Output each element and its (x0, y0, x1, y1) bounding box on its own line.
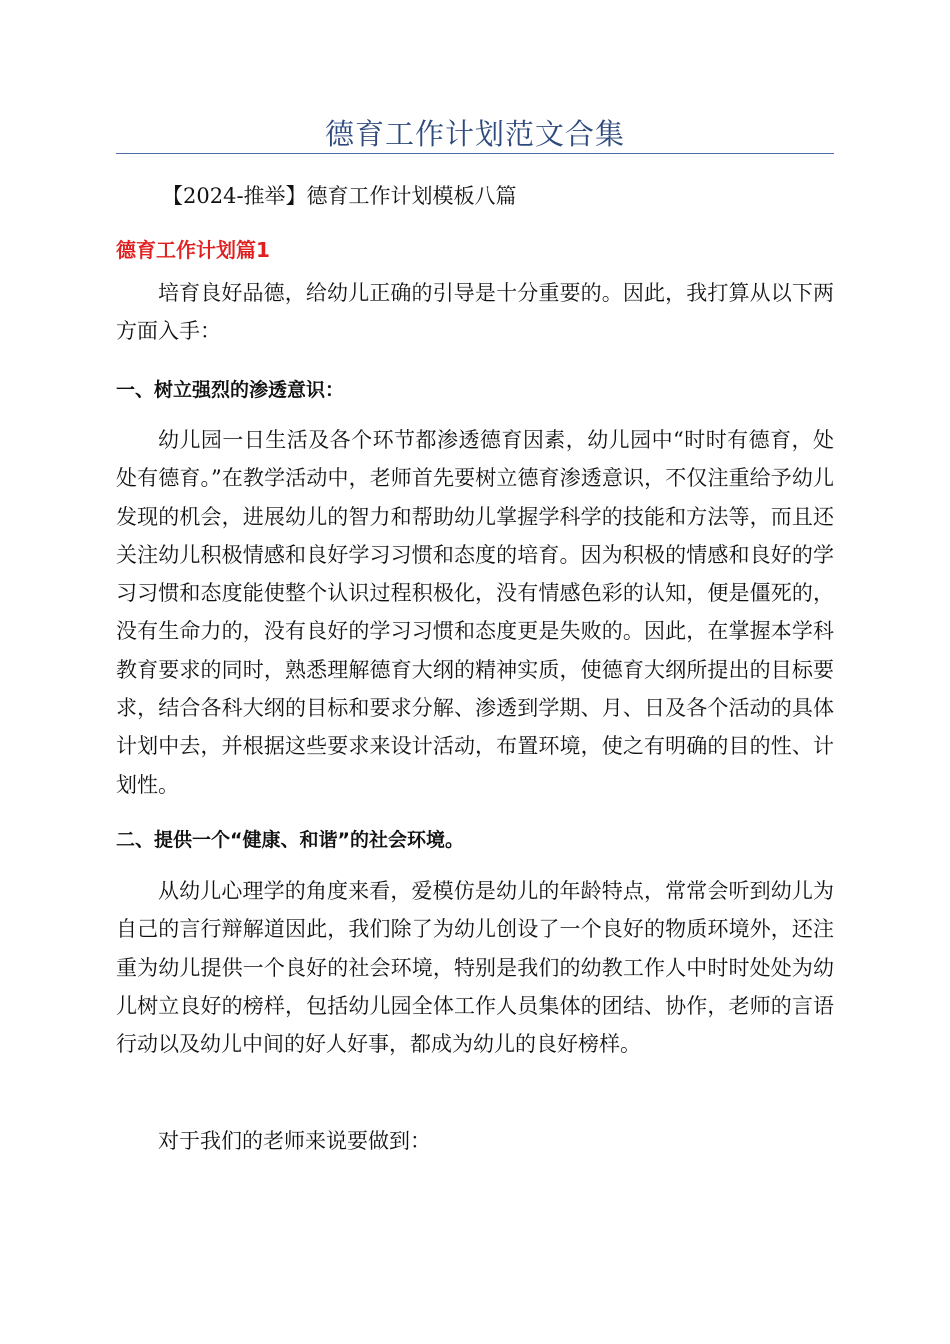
title-underline (116, 153, 834, 154)
intro-paragraph: 培育良好品德，给幼儿正确的引导是十分重要的。因此，我打算从以下两方面入手： (116, 281, 834, 344)
document-title: 德育工作计划范文合集 (324, 117, 625, 151)
paragraph-1: 幼儿园一日生活及各个环节都渗透德育因素，幼儿园中“时时有德育，处处有德育。”在教学活动中，老师首先要树立德育渗透意识，不仅注重给予幼儿发现的机会，进展幼儿的智力和帮助幼儿掌握学科学的技能和方法等，而且还关注幼儿积极情感和良好学习习惯和态度的培育。因为积极的情感和良好的学习习惯和态度能使整个认识过程积极化，没有情感色彩的认知，便是僵死的，没有生命力的，没有良好的学习习惯和态度更是失败的。因此，在掌握本学科教育要求的同时，熟悉理解德育大纲的精神实质，使德育大纲所提出的目标要求，结合各科大纲的目标和要求分解、渗透到学期、月、日及各个活动的具体计划中去，并根据这些要求来设计活动，布置环境，使之有明确的目的性、计划性。 (116, 428, 834, 797)
document-subtitle: 【2024-推举】德育工作计划模板八篇 (162, 184, 517, 208)
heading-2: 二、提供一个“健康、和谐”的社会环境。 (116, 829, 464, 851)
heading-1: 一、树立强烈的渗透意识： (116, 379, 345, 401)
section-heading: 德育工作计划篇1 (116, 238, 270, 262)
paragraph-3: 对于我们的老师来说要做到： (158, 1129, 431, 1153)
paragraph-2: 从幼儿心理学的角度来看，爱模仿是幼儿的年龄特点，常常会听到幼儿为自己的言行辩解道因此，我们除了为幼儿创设了一个良好的物质环境外，还注重为幼儿提供一个良好的社会环境，特别是我们的幼教工作人中时时处处为幼儿树立良好的榜样，包括幼儿园全体工作人员集体的团结、协作，老师的言语行动以及幼儿中间的好人好事，都成为幼儿的良好榜样。 (116, 879, 834, 1057)
